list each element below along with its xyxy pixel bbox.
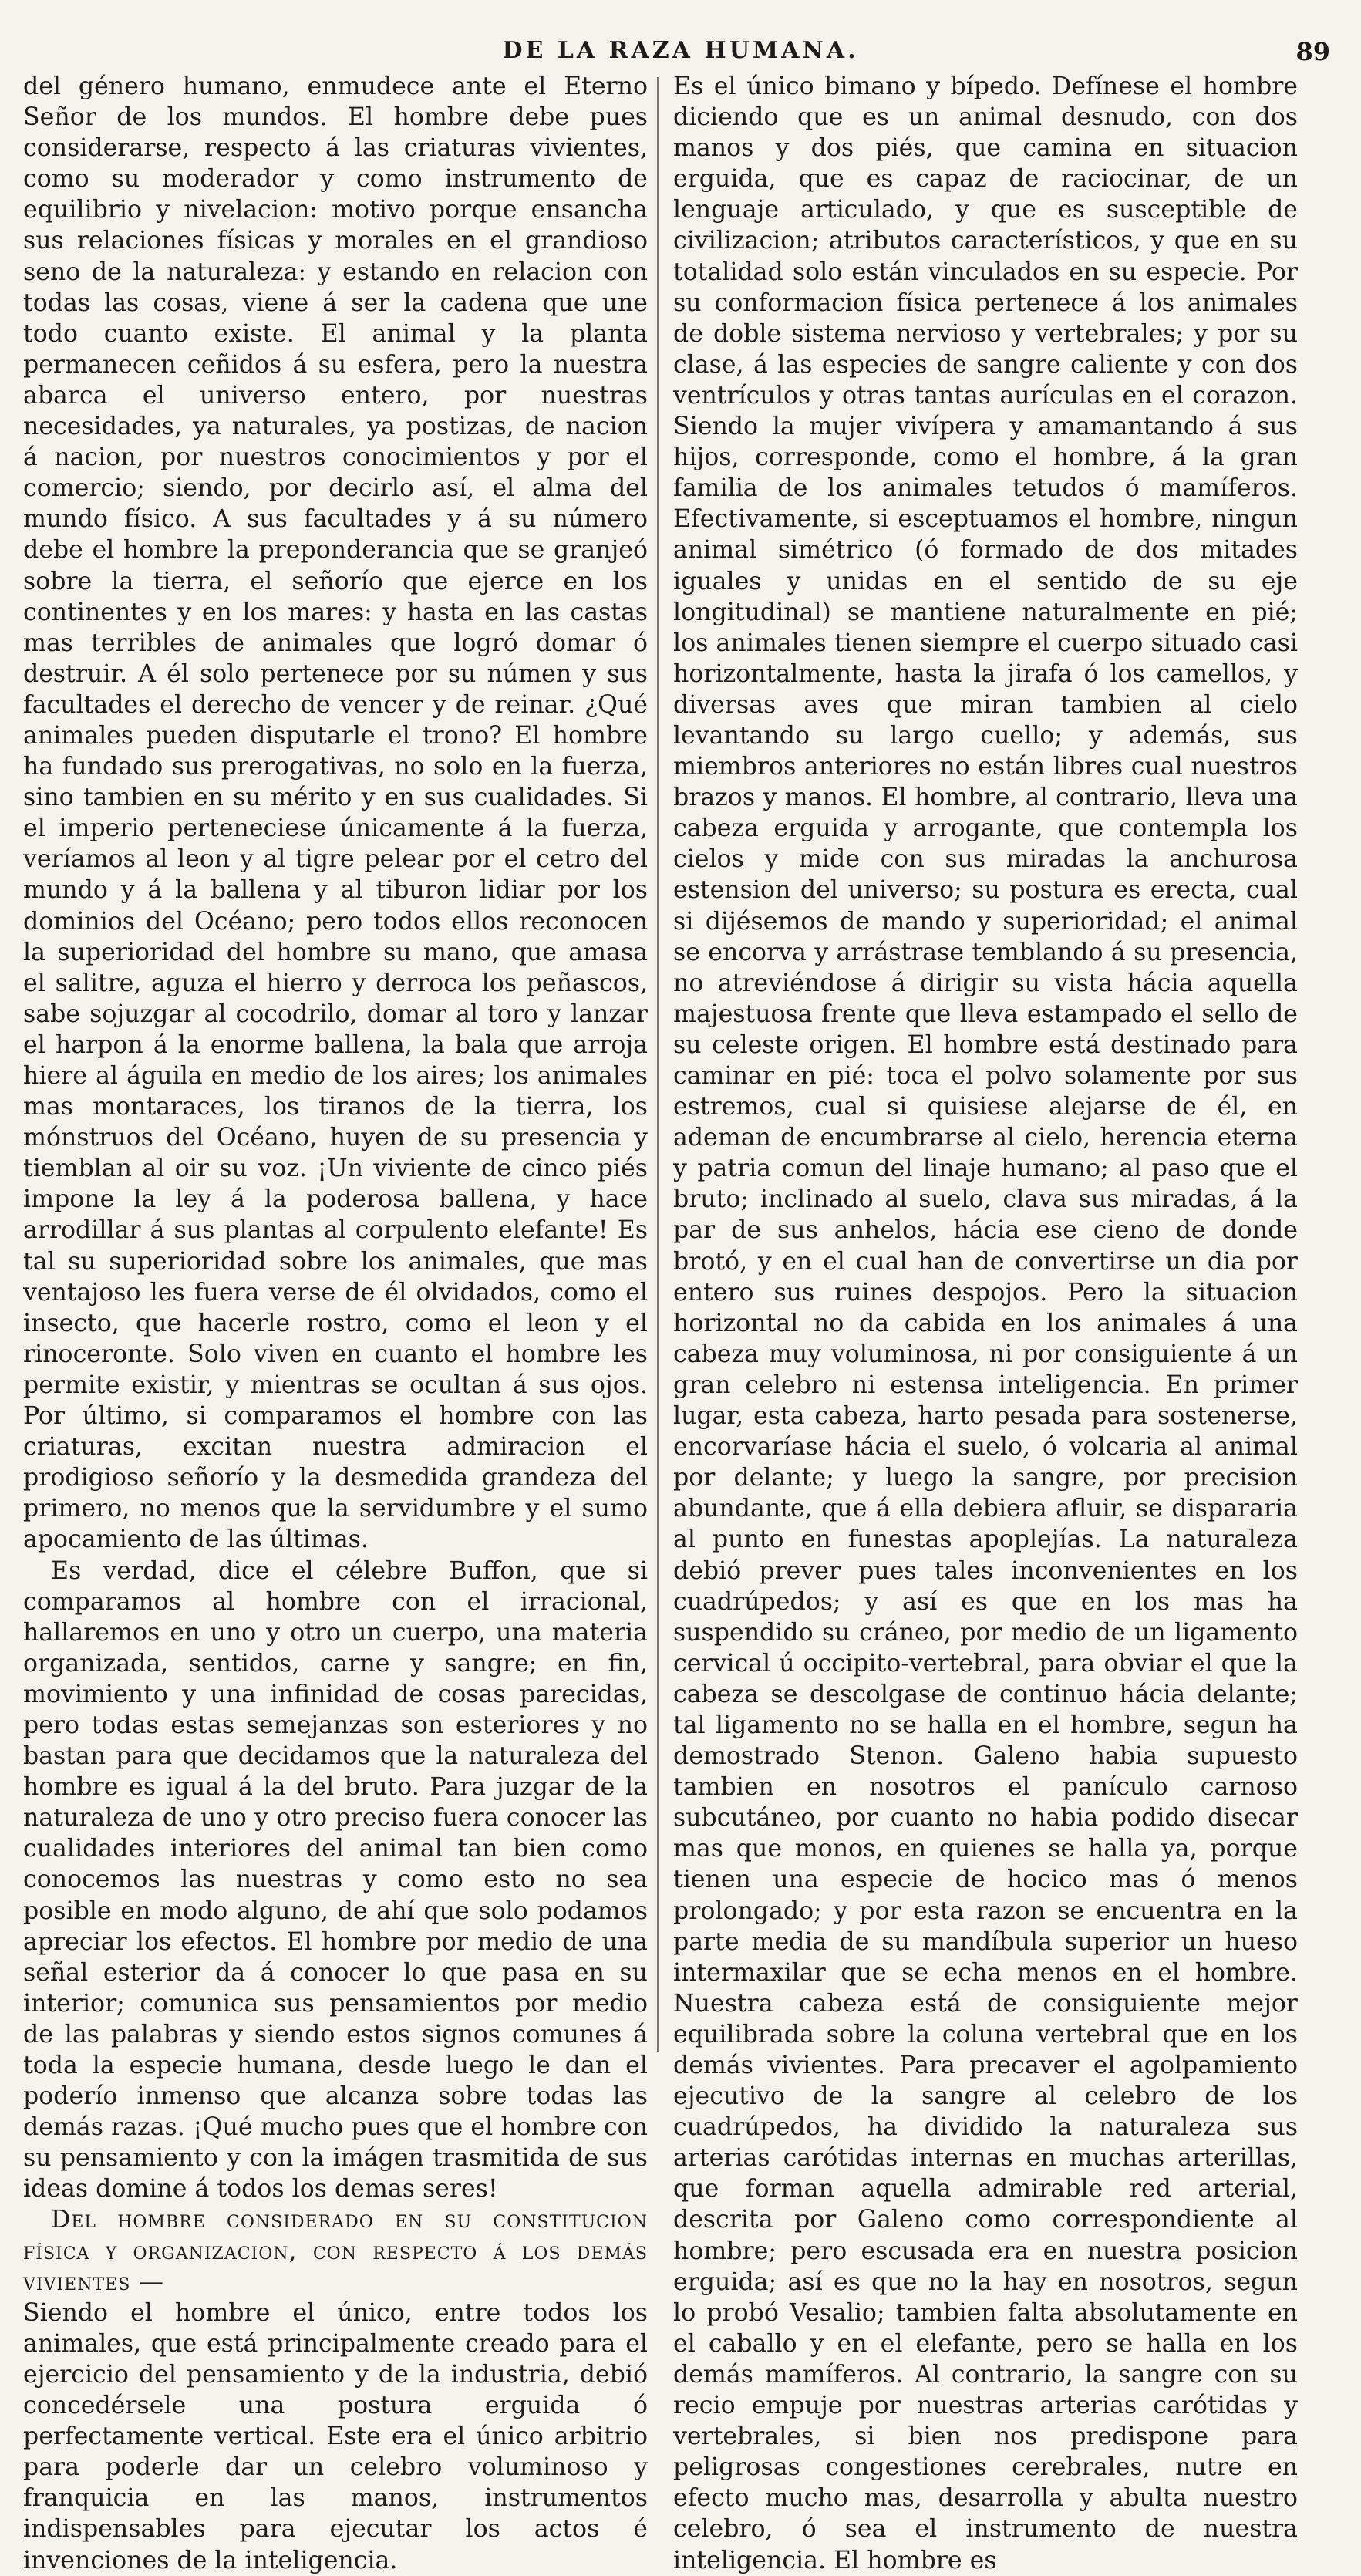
page-header: [23, 37, 1338, 76]
left-column: [23, 71, 648, 2574]
section-heading: Del hombre considerado en su constitucion física y organizacion, con respecto á los demás vivientes —: [23, 2206, 648, 2296]
paragraph: Es verdad, dice el célebre Buffon, que si comparamos al hombre con el irracional, hallaremos en uno y otro un cuerpo, una materia organizada, sentidos, carne y sangre; en fin, movimiento y una infinidad de cosas parecidas, pero todas estas semejanzas son esteriores y no bastan para que decidamos que la naturaleza del hombre es igual á la del bruto. Para juzgar de la naturaleza de uno y otro preciso fuera conocer las cualidades interiores del animal tan bien como conocemos las nuestras y como esto no sea posible en modo alguno, de ahí que solo podamos apreciar los efectos. El hombre por medio de una señal esterior da á conocer lo que pasa en su interior; comunica sus pensamientos por medio de las palabras y siendo estos signos comunes á toda la especie humana, desde luego le dan el poderío inmenso que alcanza sobre todas las demás razas. ¡Qué mucho pues que el hombre con su pensamiento y con la imágen trasmitida de sus ideas domine á todos los demas seres!: [23, 1556, 648, 2203]
paragraph: del género humano, enmudece ante el Eterno Señor de los mundos. El hombre debe pues considerarse, respecto á las criaturas vivientes, como su moderador y como instrumento de equilibrio y nivelacion: motivo porque ensancha sus relaciones físicas y morales en el grandioso seno de la naturaleza: y estando en relacion con todas las cosas, viene á ser la cadena que une todo cuanto existe. El animal y la planta permanecen ceñidos á su esfera, pero la nuestra abarca el universo entero, por nuestras necesidades, ya naturales, ya postizas, de nacion á nacion, por nuestros conocimientos y por el comercio; siendo, por decirlo así, el alma del mundo físico. A sus facultades y á su número debe el hombre la preponderancia que se granjeó sobre la tierra, el señorío que ejerce en los continentes y en los mares: y hasta en las castas mas terribles de animales que logró domar ó destruir. A él solo pertenece por su númen y sus facultades el derecho de vencer y de reinar. ¿Qué animales pueden disputarle el trono? El hombre ha fundado sus prerogativas, no solo en la fuerza, sino tambien en su mérito y en sus cualidades. Si el imperio perteneciese únicamente á la fuerza, veríamos al leon y al tigre pelear por el cetro del mundo y á la ballena y al tiburon lidiar por los dominios del Océano; pero todos ellos reconocen la superioridad del hombre su mano, que amasa el salitre, aguza el hierro y derroca los peñascos, sabe sojuzgar al cocodrilo, domar al toro y lanzar el harpon á la enorme ballena, la bala que arroja hiere al águila en medio de los aires; los animales mas montaraces, los tiranos de la tierra, los mónstruos del Océano, huyen de su presencia y tiemblan al oir su voz. ¡Un viviente de cinco piés impone la ley á la poderosa ballena, y hace arrodillar á sus plantas al corpulento elefante! Es tal su superioridad sobre los animales, que mas ventajoso les fuera verse de él olvidados, como el insecto, que hacerle rostro, como el leon y el rinoceronte. Solo viven en cuanto el hombre les permite existir, y mientras se ocultan á sus ojos. Por último, si comparamos el hombre con las criaturas, excitan nuestra admiracion el prodigioso señorío y la desmedida grandeza del primero, no menos que la servidumbre y el sumo apocamiento de las últimas.: [23, 72, 648, 1554]
right-column: [673, 71, 1298, 2574]
running-title: DE LA RAZA HUMANA.: [502, 37, 859, 64]
page-number: 89: [1295, 37, 1330, 66]
paragraph: Siendo el hombre el único, entre todos los animales, que está principalmente creado para el ejercicio del pensamiento y de la industria, debió concedérsele una postura erguida ó perfectamente vertical. Este era el único arbitrio para poderle dar un celebro voluminoso y franquicia en las manos, instrumentos indispensables para ejecutar los actos é invenciones de la inteligencia.: [23, 2298, 648, 2574]
column-divider: [657, 77, 659, 2052]
paragraph: Es el único bimano y bípedo. Defínese el hombre diciendo que es un animal desnudo, con dos manos y dos piés, que camina en situacion erguida, que es capaz de raciocinar, de un lenguaje articulado, y que es susceptible de civilizacion; atributos característicos, y que en su totalidad solo están vinculados en su especie. Por su conformacion física pertenece á los animales de doble sistema nervioso y vertebrales; y por su clase, á las especies de sangre caliente y con dos ventrículos y otras tantas aurículas en el corazon. Siendo la mujer vivípera y amamantando á sus hijos, corresponde, como el hombre, á la gran familia de los animales tetudos ó mamíferos. Efectivamente, si esceptuamos el hombre, ningun animal simétrico (ó formado de dos mitades iguales y unidas en el sentido de su eje longitudinal) se mantiene naturalmente en pié; los animales tienen siempre el cuerpo situado casi horizontalmente, hasta la jirafa ó los camellos, y diversas aves que miran tambien al cielo levantando su largo cuello; y además, sus miembros anteriores no están libres cual nuestros brazos y manos. El hombre, al contrario, lleva una cabeza erguida y arrogante, que contempla los cielos y mide con sus miradas la anchurosa estension del universo; su postura es erecta, cual si dijésemos de mando y superioridad; el animal se encorva y arrástrase temblando á su presencia, no atreviéndose á dirigir su vista hácia aquella majestuosa frente que lleva estampado el sello de su celeste origen. El hombre está destinado para caminar en pié: toca el polvo solamente por sus estremos, cual si quisiese alejarse de él, en ademan de encumbrarse al cielo, herencia eterna y patria comun del linaje humano; al paso que el bruto; inclinado al suelo, clava sus miradas, á la par de sus anhelos, hácia ese cieno de donde brotó, y en el cual han de convertirse un dia por entero sus ruines despojos. Pero la situacion horizontal no da cabida en los animales á una cabeza muy voluminosa, ni por consiguiente á un gran celebro ni estensa inteligencia. En primer lugar, esta cabeza, harto pesada para sostenerse, encorvaríase hácia el suelo, ó volcaria al animal por delante; y luego la sangre, por precision abundante, que á ella debiera afluir, se dispararia al punto en funestas apoplejías. La naturaleza debió prever pues tales inconvenientes en los cuadrúpedos; y así es que en los mas ha suspendido su cráneo, por medio de un ligamento cervical ú occipito-vertebral, para obviar el que la cabeza se descolgase de continuo hácia delante; tal ligamento no se halla en el hombre, segun ha demostrado Stenon. Galeno habia supuesto tambien en nosotros el panículo carnoso subcutáneo, por cuanto no habia podido disecar mas que monos, en quienes se halla ya, porque tienen una especie de hocico mas ó menos prolongado; y por esta razon se encuentra en la parte media de su mandíbula superior un hueso intermaxilar que se echa menos en el hombre. Nuestra cabeza está de consiguiente mejor equilibrada sobre la coluna vertebral que en los demás vivientes. Para precaver el agolpamiento ejecutivo de la sangre al celebro de los cuadrúpedos, ha dividido la naturaleza sus arterias carótidas internas en muchas arterillas, que forman aquella admirable red arterial, descrita por Galeno como correspondiente al hombre; pero escusada era en nuestra posicion erguida; así es que no la hay en nosotros, segun lo probó Vesalio; tambien falta absolutamente en el caballo y en el elefante, pero se halla en los demás mamíferos. Al contrario, la sangre con su recio empuje por nuestras arterias carótidas y vertebrales, si bien nos predispone para peligrosas congestiones cerebrales, nutre en efecto mucho mas, desarrolla y abulta nuestro celebro, ó sea el instrumento de nuestra inteligencia. El hombre es: [673, 72, 1298, 2574]
